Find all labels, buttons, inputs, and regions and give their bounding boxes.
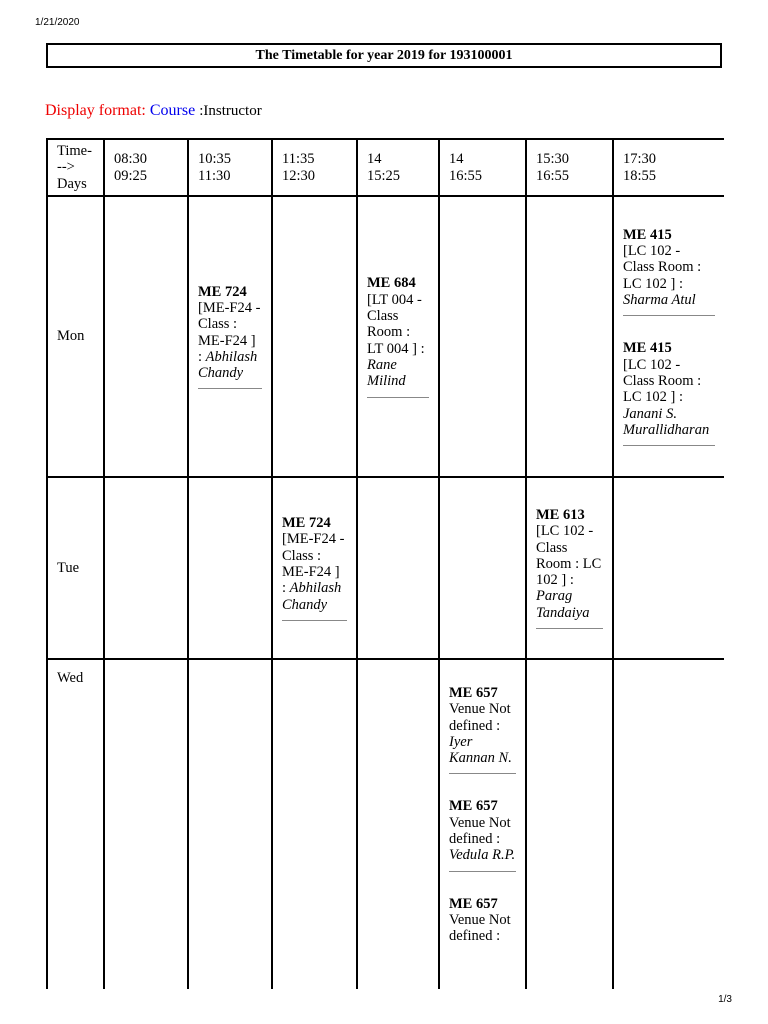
venue: [LC 102 - Class Room : LC 102 ] [623,356,702,406]
empty-cell [526,196,613,477]
instructor: Iyer Kannan N. [449,733,512,767]
day-row-mon [47,196,724,477]
course-code: ME 415 [623,226,672,243]
venue: Venue Not defined [449,911,511,945]
instructor: Rane Milind [367,356,406,390]
course-code: ME 415 [623,340,672,357]
separator: : [492,928,501,945]
empty-cell [272,196,357,477]
separator: : [416,340,425,357]
slot-end: 12:30 [282,167,316,184]
separator: : [492,831,501,848]
empty-cell [104,659,188,989]
venue: [LC 102 - Class Room : LC 102 ] [536,523,602,589]
class-cell [188,196,272,477]
timetable [46,138,724,989]
day-row-tue [47,477,724,659]
class-cell [613,196,724,477]
course-code: ME 657 [449,685,498,701]
entry-divider [536,628,603,629]
empty-cell [188,477,272,659]
class-entry [449,685,516,774]
display-format-course: Course [149,102,196,119]
page-title: The Timetable for year 2019 for 193100001 [46,43,722,68]
empty-cell [357,659,439,989]
slot-start: 11:35 [282,151,315,168]
course-code: ME 724 [198,283,247,300]
instructor: Janani S. Murallidharan [623,405,710,438]
slot-start: 14 [449,151,464,168]
course-code: ME 657 [449,798,498,815]
slot-end: 18:55 [623,167,657,184]
course-code: ME 657 [449,895,498,912]
slot-header [104,139,188,196]
entry-divider [623,315,715,316]
course-code: ME 684 [367,275,416,292]
instructor: Parag Tandaiya [536,588,590,621]
course-code: ME 613 [536,506,585,523]
entry-divider [623,445,715,446]
empty-cell [439,477,526,659]
empty-cell [188,659,272,989]
day-label: Wed [47,659,104,989]
header-corner-cell [47,139,104,196]
slot-start: 08:30 [114,151,148,168]
slot-header [188,139,272,196]
entry-divider [449,773,516,774]
class-cell [439,659,526,989]
header-corner-line: Days [57,175,87,192]
empty-cell [439,196,526,477]
page-number: 1/3 [718,994,732,1005]
separator: : [675,275,684,292]
separator: : [675,389,684,406]
slot-start: 14 [367,151,382,168]
day-row-wed [47,659,724,989]
class-entry [449,798,516,871]
slot-header [526,139,613,196]
slot-header [357,139,439,196]
slot-end: 15:25 [367,167,401,184]
empty-cell [613,477,724,659]
entry-divider [198,388,262,389]
separator: : [566,572,574,589]
slot-start: 10:35 [198,151,232,168]
empty-cell [104,196,188,477]
instructor: Abhilash Chandy [282,580,342,613]
slot-header [439,139,526,196]
slot-end: 11:30 [198,167,231,184]
venue: Venue Not defined [449,814,511,848]
entry-divider [282,620,347,621]
separator: : [198,348,206,365]
class-entry [367,275,429,397]
class-cell [357,196,439,477]
instructor: Sharma Atul [623,292,696,309]
empty-cell [526,659,613,989]
class-entry [282,515,347,621]
venue: [ME-F24 - Class : ME-F24 ] [198,299,261,349]
class-entry [198,284,262,390]
instructor: Vedula R.P. [449,847,516,864]
timetable-table [46,138,724,989]
slot-end: 09:25 [114,167,148,184]
slot-header [613,139,724,196]
slot-start: 15:30 [536,151,570,168]
venue: [LC 102 - Class Room : LC 102 ] [623,243,702,292]
class-entry [623,340,715,446]
class-cell [526,477,613,659]
display-format-instructor: :Instructor [199,103,262,119]
venue: [LT 004 - Class Room : LT 004 ] [367,291,422,357]
day-label: Tue [47,477,104,659]
class-cell [272,477,357,659]
print-date: 1/21/2020 [35,17,80,28]
slot-end: 16:55 [449,167,483,184]
course-code: ME 724 [282,515,331,532]
entry-divider [449,871,516,872]
day-label: Mon [47,196,104,477]
empty-cell [357,477,439,659]
venue: [ME-F24 - Class : ME-F24 ] [282,531,345,580]
header-corner-line: --> [57,159,75,176]
empty-cell [104,477,188,659]
entry-divider [367,397,429,398]
display-format-label: Display format: [45,102,146,119]
separator: : [492,717,501,734]
empty-cell [272,659,357,989]
instructor: Abhilash Chandy [198,348,258,382]
class-entry [449,896,516,945]
venue: Venue Not defined [449,701,511,734]
empty-cell [613,659,724,989]
slot-start: 17:30 [623,151,657,168]
header-corner-line: Time- [57,143,92,160]
slot-header [272,139,357,196]
display-format-legend [45,102,262,120]
header-row [47,139,724,196]
class-entry [536,507,603,629]
separator: : [282,580,290,597]
class-entry [623,227,715,316]
slot-end: 16:55 [536,167,570,184]
